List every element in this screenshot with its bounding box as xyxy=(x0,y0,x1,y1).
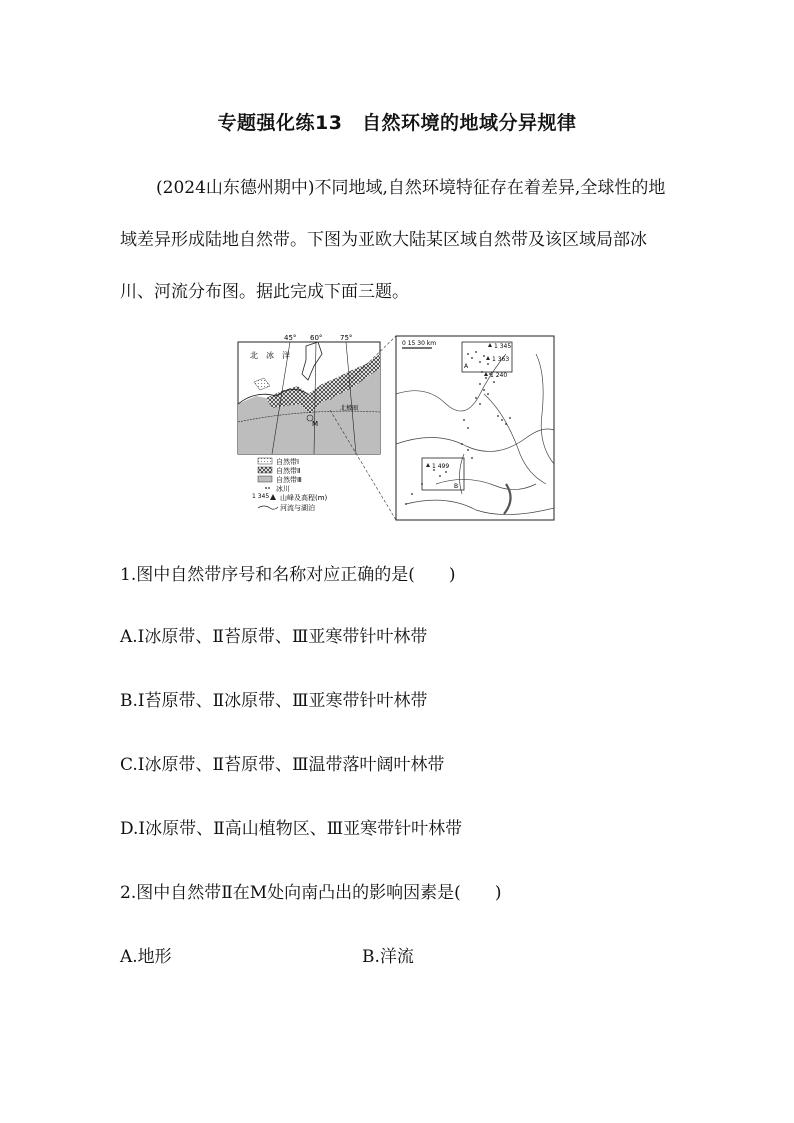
scale-label: 0 15 30 km xyxy=(402,340,437,347)
box-b-label: B xyxy=(454,483,459,490)
right-map-frame xyxy=(396,336,554,520)
legend-peak: 山峰及高程(m) xyxy=(280,494,328,502)
m-marker-label: M xyxy=(312,420,319,428)
question-1-option-d: D.Ⅰ冰原带、Ⅱ高山植物区、Ⅲ亚寒带针叶林带 xyxy=(120,819,463,839)
legend-glacier: 冰川 xyxy=(276,485,290,493)
question-1-option-c: C.Ⅰ冰原带、Ⅱ苔原带、Ⅲ温带落叶阔叶林带 xyxy=(120,755,445,775)
box-a-label: A xyxy=(464,363,469,370)
ocean-label: 北 冰 洋 xyxy=(250,351,290,360)
question-2-option-b: B.洋流 xyxy=(362,947,414,967)
legend-peak-sample: 1 345 xyxy=(252,493,270,500)
peak-1363: 1 363 xyxy=(492,356,510,363)
left-map xyxy=(238,334,380,454)
peak-1345: 1 345 xyxy=(494,343,512,350)
question-1-stem: 1.图中自然带序号和名称对应正确的是( ) xyxy=(120,565,456,585)
legend xyxy=(252,457,328,512)
intro-paragraph: (2024山东德州期中)不同地域,自然环境特征存在着差异,全球性的地域差异形成陆地自然带。下图为亚欧大陆某区域自然带及该区域局部冰川、河流分布图。据此完成下面三题。 xyxy=(120,178,666,302)
arctic-circle-label: 北极圈 xyxy=(340,405,359,412)
peak-1240: 1 240 xyxy=(490,372,508,379)
question-1-option-b: B.Ⅰ苔原带、Ⅱ冰原带、Ⅲ亚寒带针叶林带 xyxy=(120,691,428,711)
legend-zone-ii: 自然带Ⅱ xyxy=(276,467,301,475)
right-map xyxy=(396,336,554,520)
peak-1499: 1 499 xyxy=(432,463,450,470)
legend-zone-iii: 自然带Ⅲ xyxy=(276,476,302,484)
page-title: 专题强化练13 自然环境的地域分异规律 xyxy=(217,112,577,134)
question-1-option-a: A.Ⅰ冰原带、Ⅱ苔原带、Ⅲ亚寒带针叶林带 xyxy=(120,627,428,647)
map-figure xyxy=(236,334,556,524)
map-svg xyxy=(236,334,556,524)
legend-river: 河流与湖泊 xyxy=(280,504,315,512)
question-2-stem: 2.图中自然带Ⅱ在M处向南凸出的影响因素是( ) xyxy=(120,883,502,903)
lon-label-45: 45° xyxy=(284,334,297,342)
question-2-option-a: A.地形 xyxy=(120,947,172,967)
lon-label-75: 75° xyxy=(340,334,353,342)
lon-label-60: 60° xyxy=(310,334,323,342)
legend-zone-i: 自然带Ⅰ xyxy=(276,458,300,466)
